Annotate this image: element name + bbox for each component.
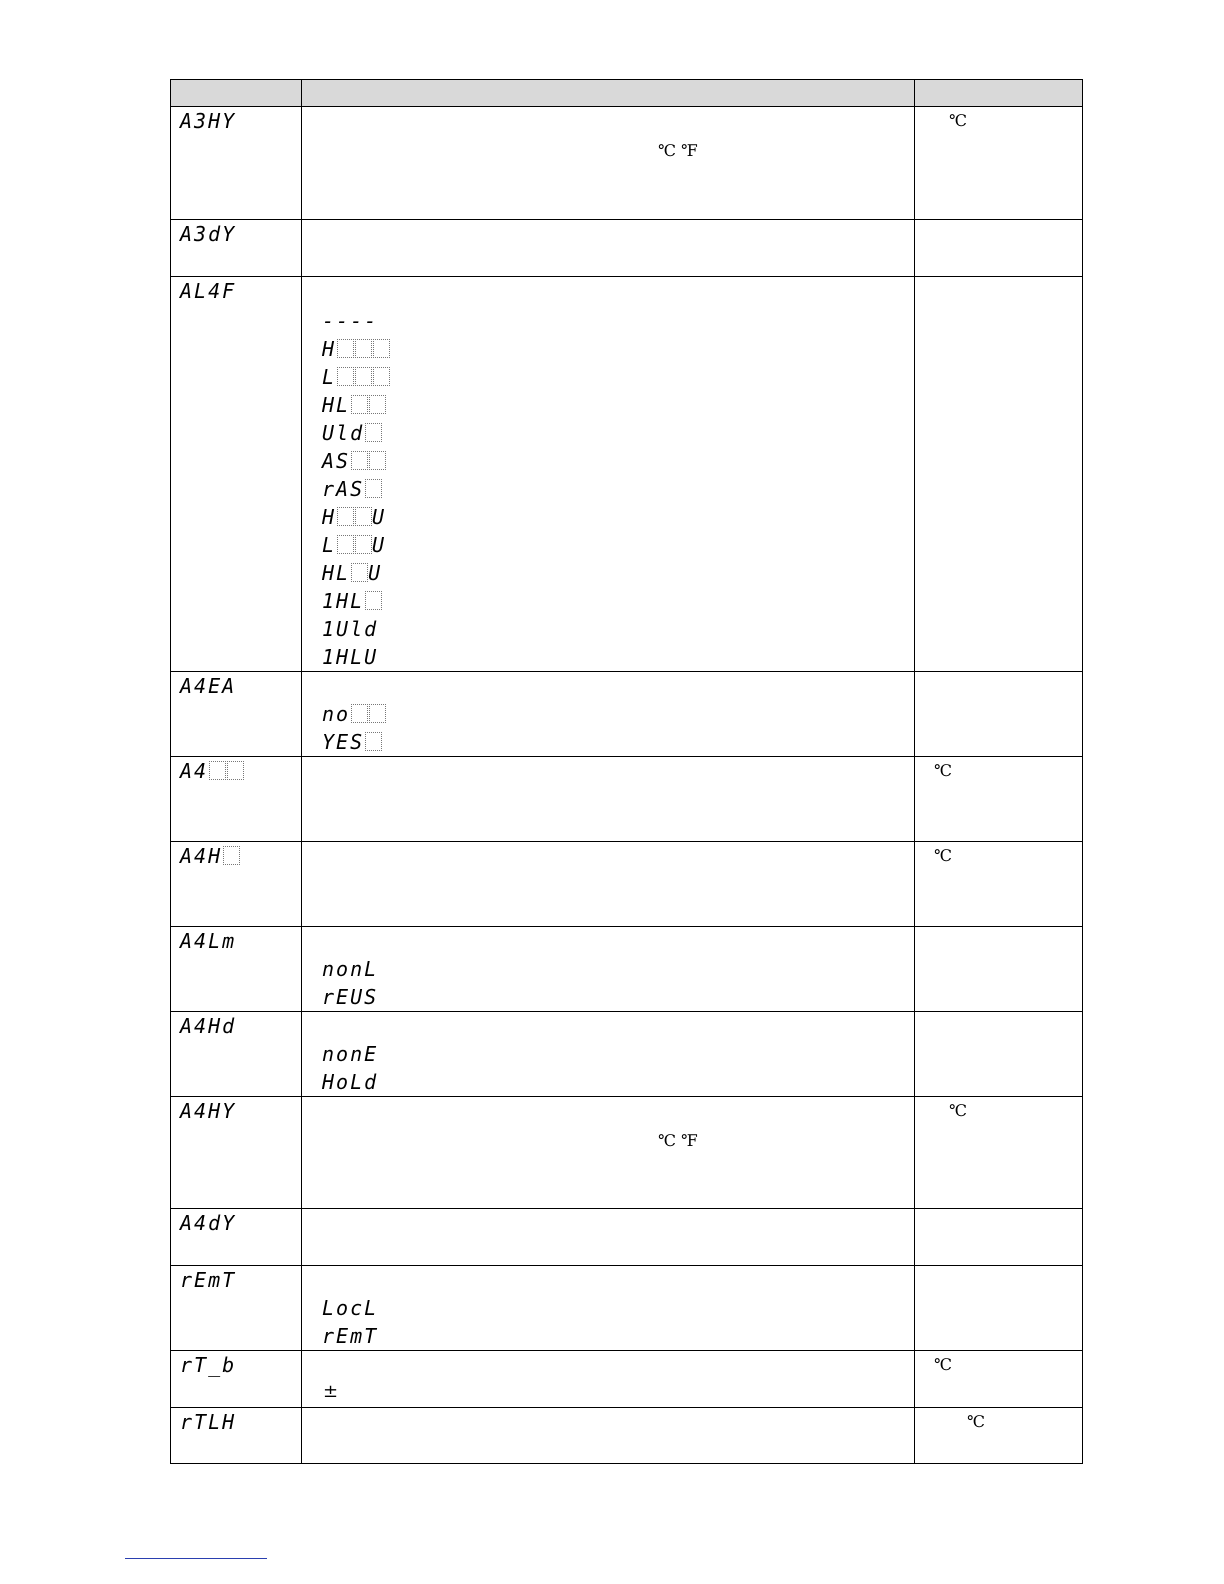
- table-row: [171, 1408, 1083, 1464]
- param-code: A4: [171, 757, 301, 783]
- blank-digit-box: [209, 761, 226, 780]
- blank-digit-box: [369, 395, 386, 414]
- option-value: YES: [322, 728, 914, 756]
- param-code: rEmT: [180, 1268, 237, 1292]
- param-code: A4dY: [180, 1211, 237, 1235]
- blank-digit-box: [337, 367, 354, 386]
- option-value: HL: [322, 391, 914, 419]
- blank-digit-box: [355, 367, 372, 386]
- table-header-row: [171, 80, 1083, 107]
- blank-digit-box: [355, 339, 372, 358]
- blank-digit-box: [337, 339, 354, 358]
- option-value: nonL: [322, 957, 379, 981]
- option-value: 1Uld: [322, 617, 379, 641]
- unit-text: ℃: [934, 846, 952, 865]
- unit-text: ℃: [934, 761, 952, 780]
- table-row: [171, 927, 1083, 1012]
- option-value: H U: [322, 505, 387, 529]
- option-value: ----: [322, 309, 379, 333]
- option-value: 1HLU: [322, 645, 379, 669]
- option-value: H: [322, 335, 914, 363]
- table-row: [171, 107, 1083, 220]
- param-code: rTLH: [180, 1410, 237, 1434]
- header-unit: [915, 80, 1083, 107]
- blank-digit-box: [369, 704, 386, 723]
- blank-digit-box: [223, 846, 240, 865]
- blank-digit-box: [351, 704, 368, 723]
- table-row: [171, 1012, 1083, 1097]
- blank-digit-box: [365, 591, 382, 610]
- option-value: LocL: [322, 1296, 379, 1320]
- option-value: L U: [322, 533, 387, 557]
- table-row: [171, 1209, 1083, 1266]
- blank-digit-box: [337, 535, 354, 554]
- blank-digit-box: [365, 423, 382, 442]
- option-value: no: [322, 700, 914, 728]
- option-value: rAS: [322, 475, 914, 503]
- option-value: HL U: [322, 561, 383, 585]
- table-row: [171, 1097, 1083, 1209]
- blank-digit-box: [355, 535, 372, 554]
- blank-digit-box: [351, 395, 368, 414]
- blank-digit-box: [365, 732, 382, 751]
- blank-digit-box: [373, 367, 390, 386]
- param-code: A4HY: [180, 1099, 237, 1123]
- option-value: rEUS: [322, 985, 379, 1009]
- option-value: HoLd: [322, 1070, 379, 1094]
- table-row: [171, 277, 1083, 672]
- table-row: [171, 842, 1083, 927]
- blank-digit-box: [351, 451, 368, 470]
- parameter-table: [170, 79, 1083, 1464]
- desc-units: ℃ ℉: [658, 141, 698, 160]
- unit-text: ℃: [949, 111, 967, 130]
- option-value: rEmT: [322, 1324, 379, 1348]
- header-description: [302, 80, 915, 107]
- param-code: A3HY: [180, 109, 237, 133]
- table-row: [171, 1266, 1083, 1351]
- table-row: [171, 672, 1083, 757]
- param-code: rT_b: [180, 1353, 237, 1377]
- blank-digit-box: [369, 451, 386, 470]
- blank-digit-box: [227, 761, 244, 780]
- param-code: A4H: [171, 842, 301, 868]
- blank-digit-box: [365, 479, 382, 498]
- unit-text: ℃: [934, 1355, 952, 1374]
- option-value: Uld: [322, 419, 914, 447]
- footnote-rule: [125, 1558, 267, 1559]
- unit-text: ℃: [967, 1412, 985, 1431]
- option-value: 1HL: [322, 587, 914, 615]
- option-value: L: [322, 363, 914, 391]
- desc-units: ℃ ℉: [658, 1131, 698, 1150]
- blank-digit-box: [337, 507, 354, 526]
- unit-text: ℃: [949, 1101, 967, 1120]
- blank-digit-box: [351, 563, 368, 582]
- blank-digit-box: [373, 339, 390, 358]
- plus-minus-symbol: ±: [323, 1381, 339, 1402]
- table-row: [171, 220, 1083, 277]
- blank-digit-box: [355, 507, 372, 526]
- param-code: A3dY: [180, 222, 237, 246]
- param-code: A4EA: [180, 674, 237, 698]
- option-value: nonE: [322, 1042, 379, 1066]
- table-row: [171, 1351, 1083, 1408]
- header-code: [171, 80, 302, 107]
- table-row: [171, 757, 1083, 842]
- option-value: AS: [322, 447, 914, 475]
- param-code: A4Hd: [180, 1014, 237, 1038]
- param-code: AL4F: [180, 279, 237, 303]
- param-code: A4Lm: [180, 929, 237, 953]
